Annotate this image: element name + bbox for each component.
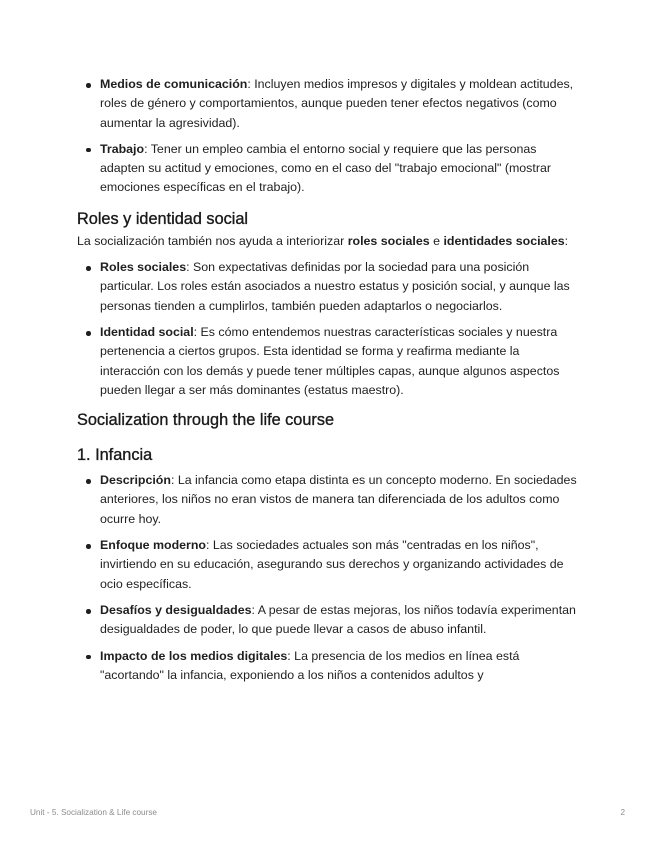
list-item-term: Identidad social xyxy=(100,324,194,339)
intro-mid: e xyxy=(429,233,444,248)
bullet-list-agents xyxy=(77,75,582,198)
section-heading-life-course: Socialization through the life course xyxy=(77,411,335,430)
list-item-term: Roles sociales xyxy=(100,260,187,275)
intro-suffix: : xyxy=(564,233,569,248)
list-item xyxy=(77,471,582,529)
list-item xyxy=(77,258,582,316)
list-item-term: Enfoque moderno xyxy=(100,538,207,553)
footer-title: Unit - 5. Socialization & Life course xyxy=(30,808,157,817)
page-number: 2 xyxy=(620,808,625,817)
page-content xyxy=(77,75,582,692)
list-item-text: : Tener un empleo cambia el entorno social y requiere que las personas adapten su actitud y emociones, como en el caso del "trabajo emocional" (mostrar emociones específicas en el trabajo). xyxy=(100,141,551,195)
intro-bold-roles: roles sociales xyxy=(347,233,430,248)
section-heading-roles: Roles y identidad social xyxy=(77,209,249,228)
list-item xyxy=(77,323,582,400)
list-item-term: Descripción xyxy=(100,473,171,488)
intro-bold-identities: identidades sociales xyxy=(443,233,565,248)
list-item-term: Trabajo xyxy=(100,141,145,156)
list-item-term: Desafíos y desigualdades xyxy=(100,602,252,617)
list-item-text: : La infancia como etapa distinta es un concepto moderno. En sociedades anteriores, los niños no eran vistos de manera tan diferenciada de los adultos como ocurre hoy. xyxy=(100,473,577,526)
list-item-text: : La presencia de los medios en línea está "acortando" la infancia, exponiendo a los niños a contenidos adultos y xyxy=(100,648,520,682)
list-item xyxy=(77,601,582,640)
list-item-term: Impacto de los medios digitales xyxy=(100,648,288,663)
bullet-list-infancia xyxy=(77,471,582,685)
list-item xyxy=(77,536,582,594)
list-item-text: : Incluyen medios impresos y digitales y moldean actitudes, roles de género y comportamientos, aunque pueden tener efectos negativos (como aumentar la agresividad). xyxy=(100,77,574,130)
list-item-text: : Es cómo entendemos nuestras características sociales y nuestra pertenencia a ciertos grupos. Esta identidad se forma y reafirma mediante la interacción con los demás y puede tener múltiples capas, aunque algunos aspectos pueden llegar a ser más dominantes (estatus maestro). xyxy=(100,324,560,397)
list-item xyxy=(77,140,582,198)
list-item-text: : A pesar de estas mejoras, los niños todavía experimentan desigualdades de poder, lo que puede llevar a casos de abuso infantil. xyxy=(100,602,576,637)
subsection-heading-infancia: 1. Infancia xyxy=(77,446,153,465)
list-item-text: : Las sociedades actuales son más "centradas en los niños", invirtiendo en su educación, asegurando sus derechos y organizando actividades de ocio específicas. xyxy=(100,538,564,591)
intro-prefix: La socialización también nos ayuda a interiorizar xyxy=(77,233,348,248)
list-item-term: Medios de comunicación xyxy=(100,77,248,91)
bullet-list-roles xyxy=(77,258,582,400)
list-item xyxy=(77,647,582,686)
roles-intro-paragraph xyxy=(77,232,582,251)
list-item-text: : Son expectativas definidas por la sociedad para una posición particular. Los roles están asociados a nuestro estatus y posición social, y aunque las personas tienden a cumplirlos, también pueden adaptarlos o negociarlos. xyxy=(100,260,570,313)
list-item xyxy=(77,75,582,133)
